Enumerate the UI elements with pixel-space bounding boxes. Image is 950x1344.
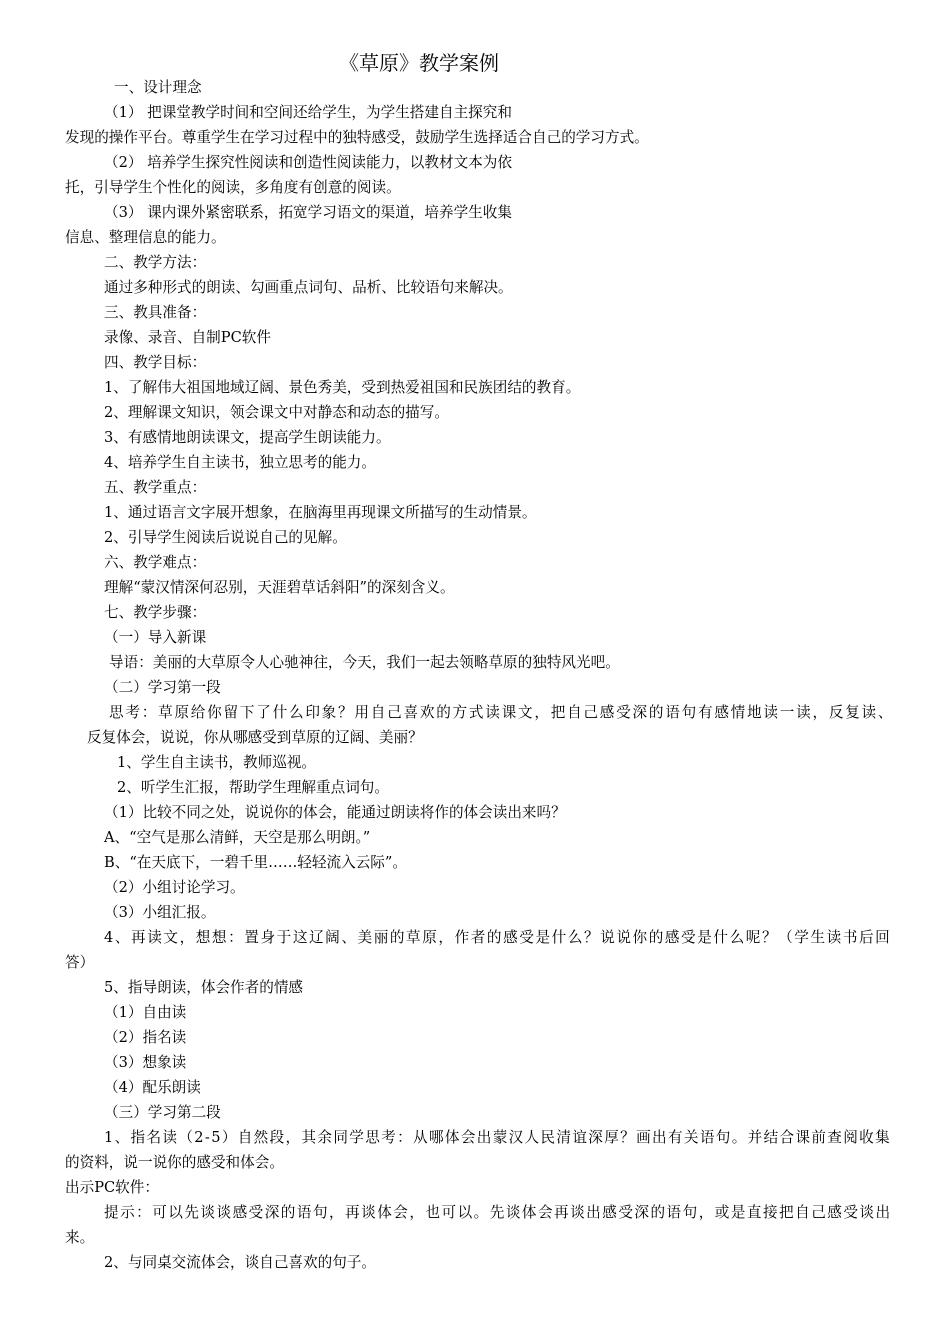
body-line: 提示：可以先谈谈感受深的语句，再谈体会，也可以。先谈体会再谈出感受深的语句，或是直接把自己感受谈出 [104,1204,892,1221]
body-line: 托，引导学生个性化的阅读，多角度有创意的阅读。 [65,179,401,196]
body-line: 1、了解伟大祖国地域辽阔、景色秀美，受到热爱祖国和民族团结的教育。 [104,379,581,396]
body-line: （一）导入新课 [104,629,207,646]
body-line: 一、设计理念 [114,79,202,96]
body-line: B、“在天底下，一碧千里……轻轻流入云际”。 [104,854,407,871]
body-line: 六、教学难点： [104,554,207,571]
body-line: 2、听学生汇报，帮助学生理解重点词句。 [117,779,389,796]
body-line: （二）学习第一段 [104,679,221,696]
body-line: 信息、整理信息的能力。 [65,229,226,246]
body-line: 通过多种形式的朗读、勾画重点词句、品析、比较语句来解决。 [104,279,513,296]
body-line: 来。 [65,1229,95,1246]
body-line: 三、教具准备： [104,304,207,321]
body-line: 七、教学步骤： [104,604,207,621]
body-line: 2、引导学生阅读后说说自己的见解。 [104,529,347,546]
body-line: （2） 培养学生探究性阅读和创造性阅读能力，以教材文本为依 [104,154,512,171]
body-line: 理解“蒙汉情深何忍别，天涯碧草话斜阳”的深刻含义。 [104,579,455,596]
body-line: （3）小组汇报。 [104,904,216,921]
body-line: 1、通过语言文字展开想象，在脑海里再现课文所描写的生动情景。 [104,504,537,521]
body-line: 3、有感情地朗读课文，提高学生朗读能力。 [104,429,391,446]
body-line: （3）想象读 [104,1054,187,1071]
body-line: 五、教学重点： [104,479,207,496]
body-line: 2、与同桌交流体会，谈自己喜欢的句子。 [104,1254,376,1271]
body-line: （2）小组讨论学习。 [104,879,245,896]
body-line: （4）配乐朗读 [104,1079,201,1096]
body-line: （3） 课内课外紧密联系，拓宽学习语文的渠道，培养学生收集 [104,204,512,221]
body-line: 4、培养学生自主读书，独立思考的能力。 [104,454,376,471]
body-line: （1） 把课堂教学时间和空间还给学生，为学生搭建自主探究和 [104,104,512,121]
body-line: 1、学生自主读书，教师巡视。 [117,754,317,771]
body-line: 5、指导朗读，体会作者的情感 [104,979,304,996]
body-line: （1）自由读 [104,1004,187,1021]
body-line: 导语：美丽的大草原令人心驰神往，今天，我们一起去领略草原的独特风光吧。 [109,654,620,671]
body-line: 反复体会，说说，你从哪感受到草原的辽阔、美丽？ [87,729,423,746]
body-line: （1）比较不同之处，说说你的体会，能通过朗读将作的体会读出来吗？ [104,804,566,821]
body-line: （2）指名读 [104,1029,187,1046]
body-line: 出示PC软件： [65,1179,159,1196]
body-line: 4、再读文，想想：置身于这辽阔、美丽的草原，作者的感受是什么？说说你的感受是什么呢？（学生读书后回 [104,929,892,946]
body-line: 发现的操作平台。尊重学生在学习过程中的独特感受，鼓励学生选择适合自己的学习方式。 [65,129,649,146]
body-line: 的资料，说一说你的感受和体会。 [65,1154,284,1171]
document-title: 《草原》教学案例 [339,51,499,75]
body-line: 录像、录音、自制PC软件 [104,329,271,346]
body-line: 四、教学目标： [104,354,207,371]
body-line: 1、指名读（2-5）自然段，其余同学思考：从哪体会出蒙汉人民清谊深厚？画出有关语句。并结合课前查阅收集 [104,1129,892,1146]
body-line: A、“空气是那么清鲜，天空是那么明朗。” [104,829,371,846]
body-line: 2、理解课文知识，领会课文中对静态和动态的描写。 [104,404,449,421]
body-line: 思考：草原给你留下了什么印象？用自己喜欢的方式读课文，把自己感受深的语句有感情地读一读，反复读、 [109,704,895,721]
body-line: （三）学习第二段 [104,1104,221,1121]
body-line: 答） [65,954,95,971]
body-line: 二、教学方法： [104,254,207,271]
